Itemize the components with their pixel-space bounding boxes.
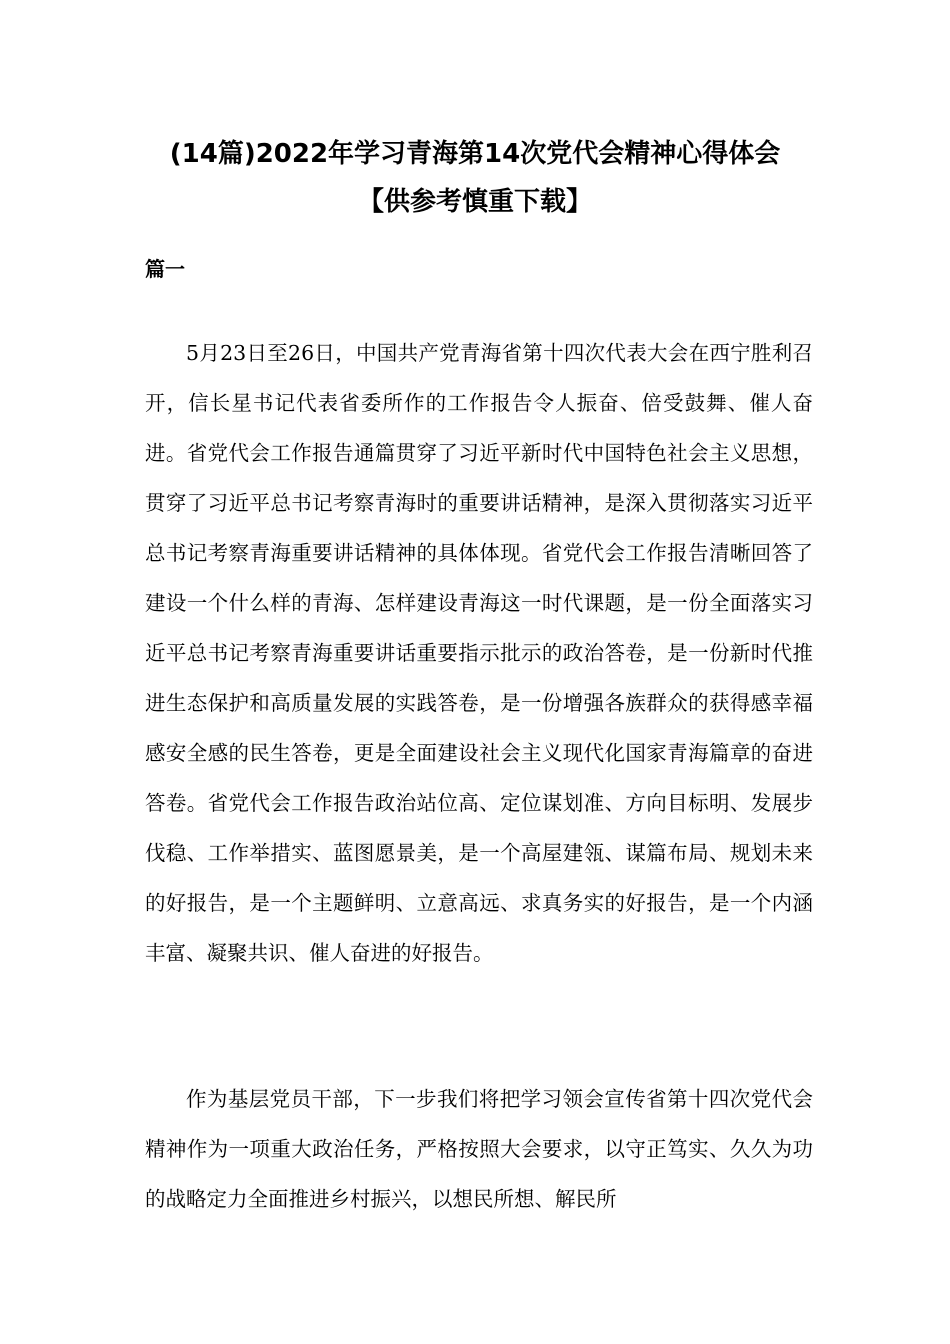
body-paragraph-2: 作为基层党员干部，下一步我们将把学习领会宣传省第十四次党代会精神作为一项重大政治任务，严格按照大会要求，以守正笃实、久久为功的战略定力全面推进乡村振兴，以想民所想、解民所 <box>145 1087 813 1211</box>
body-paragraph-1: 5月23日至26日，中国共产党青海省第十四次代表大会在西宁胜利召开，信长星书记代表省委所作的工作报告令人振奋、倍受鼓舞、催人奋进。省党代会工作报告通篇贯穿了习近平新时代中国特色社会主义思想，贯穿了习近平总书记考察青海时的重要讲话精神，是深入贯彻落实习近平总书记考察青海重要讲话精神的具体体现。省党代会工作报告清晰回答了建设一个什么样的青海、怎样建设青海这一时代课题，是一份全面落实习近平总书记考察青海重要讲话重要指示批示的政治答卷，是一份新时代推进生态保护和高质量发展的实践答卷，是一份增强各族群众的获得感幸福感安全感的民生答卷，更是全面建设社会主义现代化国家青海篇章的奋进答卷。省党代会工作报告政治站位高、定位谋划准、方向目标明、发展步伐稳、工作举措实、蓝图愿景美，是一个高屋建瓴、谋篇布局、规划未来的好报告，是一个主题鲜明、立意高远、求真务实的好报告，是一个内涵丰富、凝聚共识、催人奋进的好报告。 <box>145 341 813 965</box>
document-title-line-1: (14篇)2022年学习青海第14次党代会精神心得体会 <box>169 139 781 169</box>
section-heading: 篇一 <box>145 257 185 281</box>
document-title-line-2: 【供参考慎重下载】 <box>357 187 592 217</box>
